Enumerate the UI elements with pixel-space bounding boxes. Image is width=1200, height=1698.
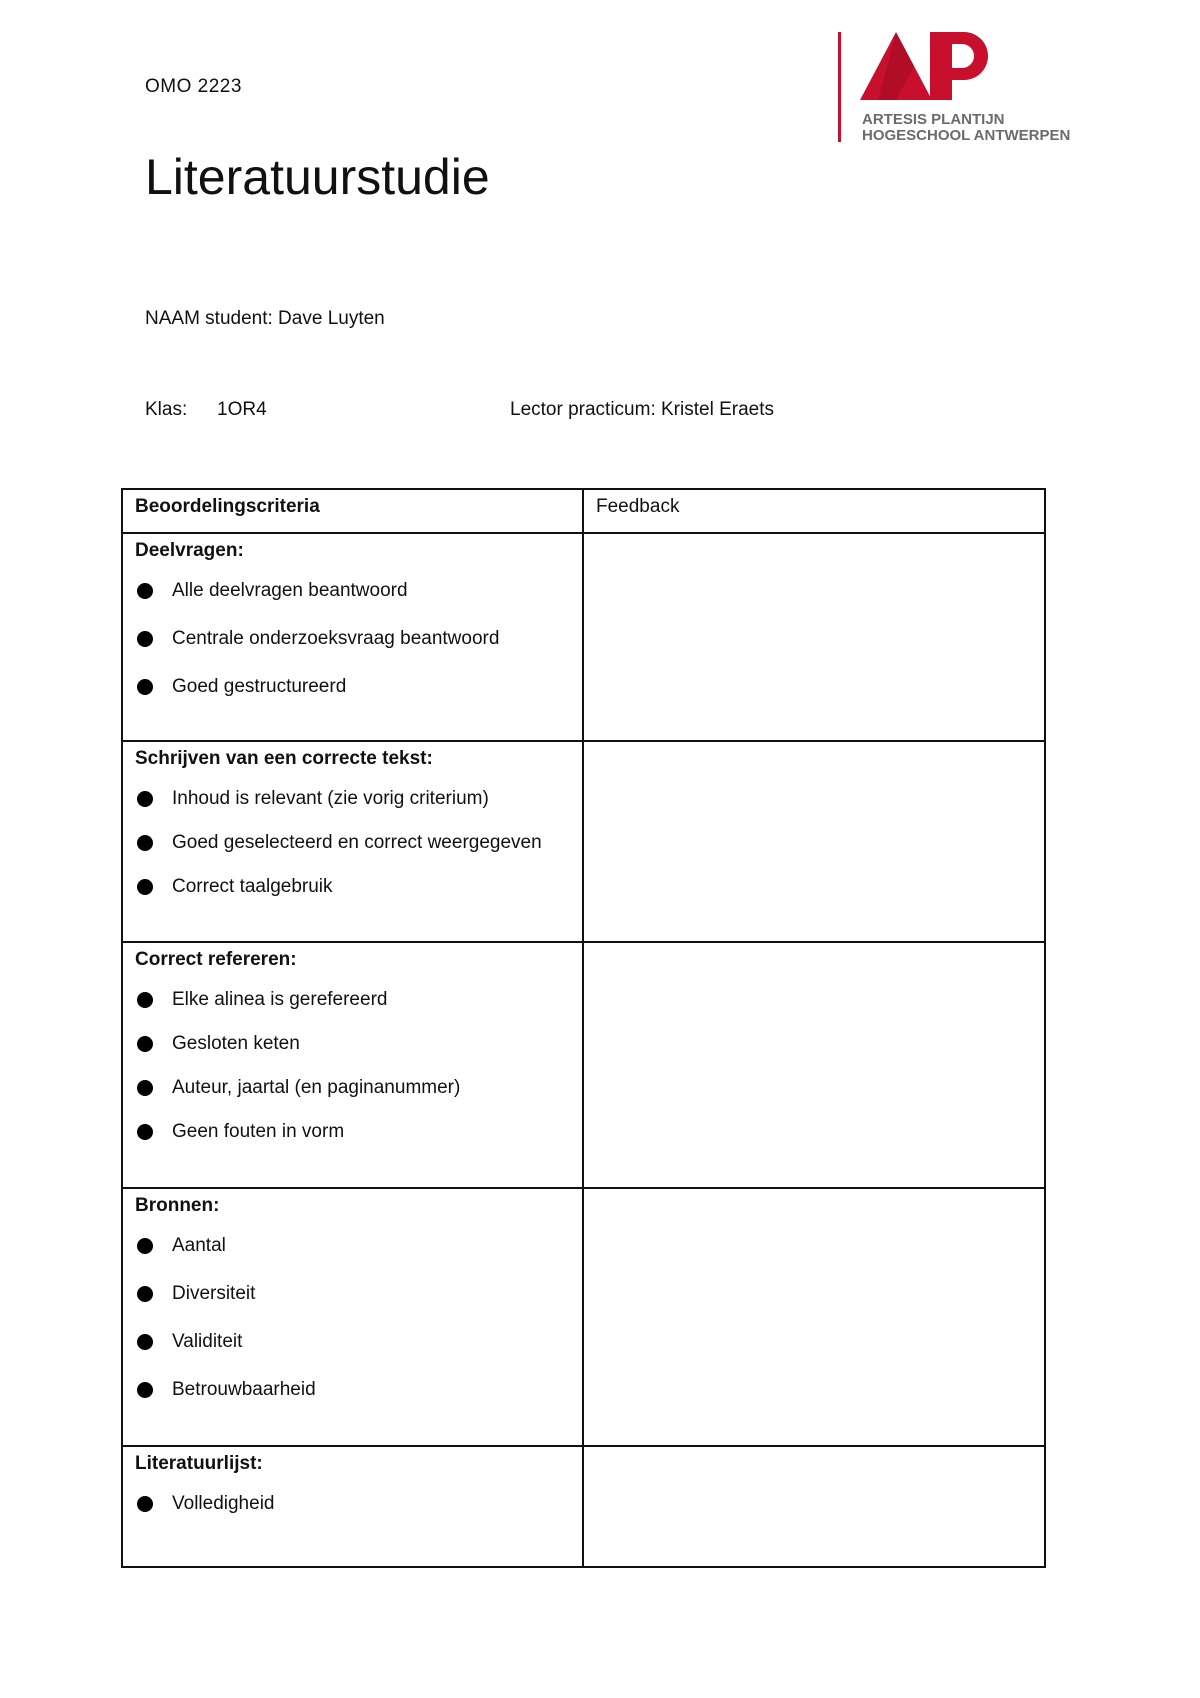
logo-accent-bar <box>838 32 841 142</box>
list-item-label: Centrale onderzoeksvraag beantwoord <box>172 628 500 649</box>
feedback-cell[interactable] <box>583 942 1045 1188</box>
list-item-label: Alle deelvragen beantwoord <box>172 580 408 601</box>
list-item-label: Gesloten keten <box>172 1033 300 1054</box>
criteria-list <box>135 1493 570 1515</box>
list-item <box>135 832 570 854</box>
list-item-label: Auteur, jaartal (en paginanummer) <box>172 1077 461 1098</box>
list-item-label: Validiteit <box>172 1331 243 1352</box>
list-item <box>135 876 570 898</box>
bullet-icon <box>137 1496 153 1512</box>
list-item <box>135 1033 570 1055</box>
criteria-cell <box>122 1188 583 1446</box>
list-item <box>135 1493 570 1515</box>
klas-label: Klas: <box>145 399 188 420</box>
feedback-cell[interactable] <box>583 1188 1045 1446</box>
list-item <box>135 580 570 602</box>
criteria-cell <box>122 942 583 1188</box>
ap-logo-icon <box>860 30 1000 102</box>
feedback-cell[interactable] <box>583 1446 1045 1567</box>
criteria-cell <box>122 533 583 741</box>
bullet-icon <box>137 583 153 599</box>
bullet-icon <box>137 835 153 851</box>
list-item <box>135 1077 570 1099</box>
feedback-cell[interactable] <box>583 741 1045 942</box>
bullet-icon <box>137 1334 153 1350</box>
table-header-row <box>122 489 1045 533</box>
feedback-cell[interactable] <box>583 533 1045 741</box>
bullet-icon <box>137 992 153 1008</box>
logo-line-1: ARTESIS PLANTIJN <box>862 111 1005 128</box>
section-title: Literatuurlijst: <box>135 1453 263 1474</box>
bullet-icon <box>137 1080 153 1096</box>
criteria-list <box>135 1235 570 1401</box>
assessment-table <box>121 488 1046 1568</box>
list-item <box>135 628 570 650</box>
list-item-label: Elke alinea is gerefereerd <box>172 989 388 1010</box>
list-item-label: Diversiteit <box>172 1283 256 1304</box>
list-item <box>135 1379 570 1401</box>
list-item <box>135 989 570 1011</box>
list-item <box>135 1235 570 1257</box>
klas-value: 1OR4 <box>217 399 267 420</box>
bullet-icon <box>137 679 153 695</box>
bullet-icon <box>137 1124 153 1140</box>
criteria-cell <box>122 741 583 942</box>
student-name: NAAM student: Dave Luyten <box>145 308 385 329</box>
list-item <box>135 1121 570 1143</box>
table-row <box>122 1446 1045 1567</box>
feedback-header: Feedback <box>583 489 1045 533</box>
bullet-icon <box>137 1238 153 1254</box>
lector-label: Lector practicum: Kristel Eraets <box>510 399 774 420</box>
list-item-label: Geen fouten in vorm <box>172 1121 345 1142</box>
section-title: Schrijven van een correcte tekst: <box>135 748 433 769</box>
bullet-icon <box>137 1036 153 1052</box>
table-row <box>122 533 1045 741</box>
bullet-icon <box>137 879 153 895</box>
list-item <box>135 1331 570 1353</box>
criteria-list <box>135 788 570 898</box>
criteria-header: Beoordelingscriteria <box>122 489 583 533</box>
section-title: Bronnen: <box>135 1195 220 1216</box>
list-item-label: Goed geselecteerd en correct weergegeven <box>172 832 542 853</box>
bullet-icon <box>137 631 153 647</box>
list-item-label: Aantal <box>172 1235 226 1256</box>
school-logo <box>838 30 1078 148</box>
list-item-label: Goed gestructureerd <box>172 676 347 697</box>
criteria-cell <box>122 1446 583 1567</box>
table-row <box>122 942 1045 1188</box>
logo-text <box>862 112 1070 144</box>
list-item <box>135 788 570 810</box>
bullet-icon <box>137 1382 153 1398</box>
list-item <box>135 1283 570 1305</box>
page-title: Literatuurstudie <box>145 149 490 205</box>
criteria-list <box>135 989 570 1143</box>
logo-line-2: HOGESCHOOL ANTWERPEN <box>862 127 1071 144</box>
list-item-label: Volledigheid <box>172 1493 275 1514</box>
bullet-icon <box>137 791 153 807</box>
list-item <box>135 676 570 698</box>
table-row <box>122 1188 1045 1446</box>
list-item-label: Betrouwbaarheid <box>172 1379 316 1400</box>
table-row <box>122 741 1045 942</box>
criteria-list <box>135 580 570 698</box>
bullet-icon <box>137 1286 153 1302</box>
course-code: OMO 2223 <box>145 76 242 97</box>
list-item-label: Correct taalgebruik <box>172 876 333 897</box>
list-item-label: Inhoud is relevant (zie vorig criterium) <box>172 788 489 809</box>
section-title: Deelvragen: <box>135 540 244 561</box>
section-title: Correct refereren: <box>135 949 297 970</box>
